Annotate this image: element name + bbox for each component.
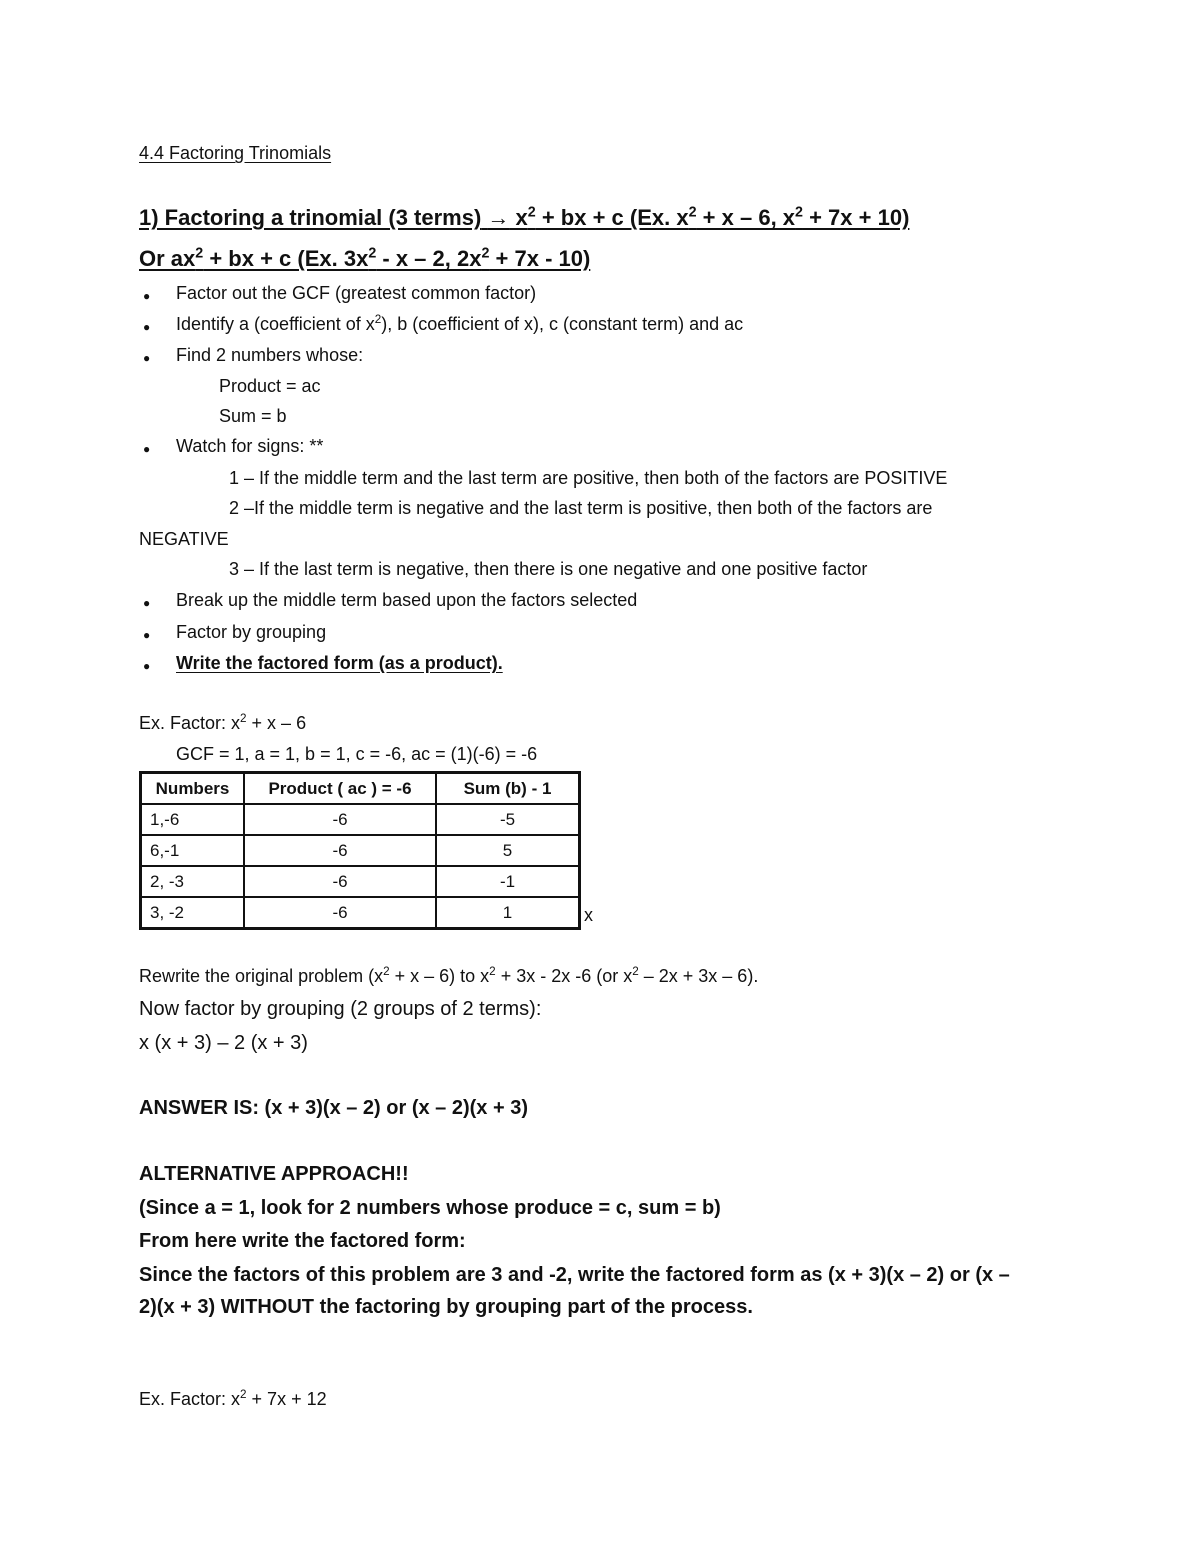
sign-rule-2: 2 –If the middle term is negative and the last term is positive, then both of the factors are bbox=[229, 498, 933, 518]
table-cell: 1,-6 bbox=[141, 804, 245, 835]
bullet-find: Find 2 numbers whose: bbox=[176, 345, 364, 365]
bullet-icon: ● bbox=[143, 442, 151, 456]
table-cell: -6 bbox=[244, 804, 436, 835]
alternative-title: ALTERNATIVE APPROACH!! bbox=[139, 1163, 409, 1185]
table-row bbox=[141, 897, 580, 929]
sign-rule-1: 1 – If the middle term and the last term are positive, then both of the factors are POSITIVE bbox=[229, 468, 948, 488]
alternative-line-1: (Since a = 1, look for 2 numbers whose produce = c, sum = b) bbox=[139, 1197, 721, 1219]
bullet-signs: Watch for signs: ** bbox=[176, 436, 324, 456]
bullet-icon: ● bbox=[143, 596, 151, 610]
table-cell: 1 bbox=[436, 897, 580, 929]
bullet-grouping: Factor by grouping bbox=[176, 622, 327, 642]
table-cell: 5 bbox=[436, 835, 580, 866]
bullet-icon: ● bbox=[143, 351, 151, 365]
bullet-icon: ● bbox=[143, 289, 151, 303]
table-cell: -6 bbox=[244, 866, 436, 897]
factor-table bbox=[139, 771, 581, 930]
answer-line: ANSWER IS: (x + 3)(x – 2) or (x – 2)(x + 3) bbox=[139, 1097, 528, 1119]
table-header-row bbox=[141, 773, 580, 805]
page-title: 4.4 Factoring Trinomials bbox=[139, 143, 332, 163]
table-cell: -6 bbox=[244, 897, 436, 929]
table-row bbox=[141, 866, 580, 897]
bullet-icon: ● bbox=[143, 628, 151, 642]
gcf-line: GCF = 1, a = 1, b = 1, c = -6, ac = (1)(-6) = -6 bbox=[176, 744, 538, 764]
bullet-write: Write the factored form (as a product). bbox=[176, 653, 503, 673]
grouped-expression: x (x + 3) – 2 (x + 3) bbox=[139, 1032, 308, 1054]
bullet-break: Break up the middle term based upon the factors selected bbox=[176, 590, 638, 610]
arrow-icon: → bbox=[487, 205, 510, 230]
table-header: Numbers bbox=[141, 773, 245, 805]
sum-rule: Sum = b bbox=[219, 406, 287, 426]
table-cell: 2, -3 bbox=[141, 866, 245, 897]
bullet-gcf: Factor out the GCF (greatest common factor) bbox=[176, 283, 537, 303]
bullet-icon: ● bbox=[143, 659, 151, 673]
section-heading: 1) Factoring a trinomial (3 terms) → $x^2$ + bx + c (Ex. $x^2 + x - 6$, $x^2 + 7x + 10$) bbox=[139, 204, 910, 230]
sign-rule-3: 3 – If the last term is negative, then there is one negative and one positive factor bbox=[229, 559, 868, 579]
table-cell: -6 bbox=[244, 835, 436, 866]
sign-rule-2-cont: NEGATIVE bbox=[139, 529, 229, 549]
table-cell: -5 bbox=[436, 804, 580, 835]
table-cell: -1 bbox=[436, 866, 580, 897]
alternative-line-3: Since the factors of this problem are 3 and -2, write the factored form as (x + 3)(x – 2) or (x – bbox=[139, 1264, 1010, 1286]
section-heading-2: Or $ax^2$ + bx + c (Ex. $3x^2$ - x – 2, $2x^2 + 7x - 10$) bbox=[139, 245, 591, 271]
selected-row-mark: x bbox=[584, 905, 593, 925]
bullet-identify: Identify a (coefficient of $x^2$), b (coefficient of x), c (constant term) and ac bbox=[176, 313, 744, 334]
grouping-instruction: Now factor by grouping (2 groups of 2 terms): bbox=[139, 998, 542, 1020]
table-header: Product ( ac ) = -6 bbox=[244, 773, 436, 805]
table-header: Sum (b) - 1 bbox=[436, 773, 580, 805]
alternative-line-2: From here write the factored form: bbox=[139, 1230, 466, 1252]
alternative-line-4: 2)(x + 3) WITHOUT the factoring by grouping part of the process. bbox=[139, 1296, 753, 1318]
table-cell: 3, -2 bbox=[141, 897, 245, 929]
table-cell: 6,-1 bbox=[141, 835, 245, 866]
product-rule: Product = ac bbox=[219, 376, 321, 396]
heading-lead: 1) Factoring a trinomial (3 terms) bbox=[139, 205, 482, 230]
rewrite-line: Rewrite the original problem $(x^2 + x - 6)$ to $x^2 + 3x - 2x$ -6 (or $x^2 - 2x + 3x - 6$). bbox=[139, 965, 759, 986]
example-1-label: Ex. Factor: $x^2 + x - 6$ bbox=[139, 712, 307, 733]
table-row bbox=[141, 835, 580, 866]
example-2-label: Ex. Factor: $x^2 + 7x + 12$ bbox=[139, 1388, 327, 1409]
table-row bbox=[141, 804, 580, 835]
bullet-icon: ● bbox=[143, 320, 151, 334]
